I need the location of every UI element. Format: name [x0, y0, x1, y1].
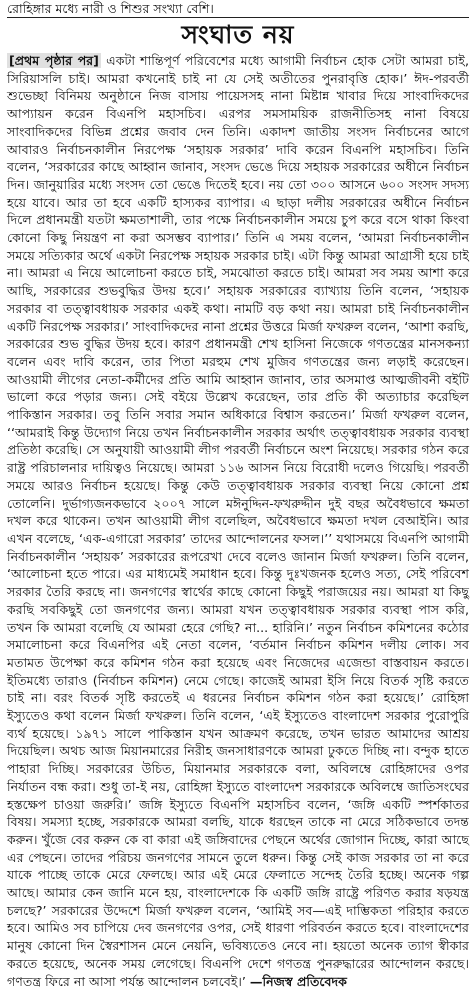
headline: সংঘাত নয় [181, 20, 295, 49]
continuation-tag: [প্রথম পৃষ্ঠার পর] [9, 53, 99, 68]
byline: —নিজস্ব প্রতিবেদক [249, 973, 347, 989]
article-text: একটা শান্তিপূর্ণ পরিবেশের মধ্যে আগামী নির্বাচন হোক সেটা আমরা চাই, সিরিয়াসলি চাই। আমরা কখনোই চাই না যে সেই অতীতের পুনরাবৃত্তি হোক।’ ঈদ-পরবর্তী শুভেচ্ছা বিনিময় অনুষ্ঠানে নিজ বাসায় পায়েসসহ নানা মিষ্টান্ন খাবার দিয়ে সাংবাদিকদের আপ্যায়ন করেন বিএনপি মহাসচিব। এরপর সমসাময়িক রাজনীতিসহ নানা বিষয়ে সাংবাদিকদের বিভিন্ন প্রশ্নের জবাব দেন তিনি। একাদশ জাতীয় সংসদ নির্বাচনের আগে আবারও নির্বাচনকালীন নিরপেক্ষ ‘সহায়ক সরকার’ দাবি করেন বিএনপি মহাসচিব। তিনি বলেন, ‘সরকারের কাছে আহ্বান জানাব, সংসদ ভেঙে দিয়ে সহায়ক সরকারের অধীনে নির্বাচন দিন। জানুয়ারির মধ্যে সংসদ তো ভেঙে দিতেই হবে। নয় তো ৩০০ আসনে ৬০০ সংসদ সদস্য হয়ে যাবে। আর তা হবে একটি হাস্যকর ব্যাপার। এ ছাড়া দলীয় সরকারের অধীনে নির্বাচন দিলে প্রধানমন্ত্রী যতটা ক্ষমতাশালী, তার পক্ষে নির্বাচনকালীন সময়ে চুপ করে বসে থাকা কিংবা কোনো কিছু নিয়ন্ত্রণ না করা অসম্ভব ব্যাপার।’ তিনি এ সময় বলেন, ‘আমরা নির্বাচনকালীন সময়ে সত্যিকার অর্থে একটা নিরপেক্ষ সহায়ক সরকার চাই। এটা কিন্তু আমরা আগ্রাসী হয়ে চাই না। আমরা এ নিয়ে আলোচনা করতে চাই, সমঝোতা করতে চাই। আমরা সব সময় আশা করে আছি, সরকারের শুভবুদ্ধির উদয় হবে।’ সহায়ক সরকারের ব্যাখ্যায় তিনি বলেন, ‘সহায়ক সরকার বা তত্ত্বাবধায়ক সরকার একই কথা। নামটি বড় কথা নয়। আমরা চাই নির্বাচনকালীন একটি নিরপেক্ষ সরকার।’ সাংবাদিকদের নানা প্রশ্নের উত্তরে মির্জা ফখরুল বলেন, ‘আশা করছি, সরকারের শুভ বুদ্ধির উদয় হবে। কারণ প্রধানমন্ত্রী শেখ হাসিনা নিজেকে গণতন্ত্রের মানসকন্যা বলেন এবং দাবি করেন, তার পিতা মরহুম শেখ মুজিব গণতন্ত্রের জন্য লড়াই করেছেন। আওয়ামী লীগের নেতা-কর্মীদের প্রতি আমি আহ্বান জানাব, তার অসমাপ্ত আত্মজীবনী বইটি ভালো করে পড়ার জন্য। সেই বইয়ে উল্লেখ করেছেন, তার প্রতি কী অত্যাচার করেছিল পাকিস্তান সরকার। তবু তিনি সবার সমান অধিকারে বিশ্বাস করতেন।’ মির্জা ফখরুল বলেন, ‘‘আমরাই কিন্তু উদ্যোগ নিয়ে তখন নির্বাচনকালীন সরকার অর্থাৎ তত্ত্বাবধায়ক সরকার ব্যবস্থা প্রতিষ্ঠা করেছি। সে অনুযায়ী আওয়ামী লীগ পরবর্তী নির্বাচনে অংশ নিয়েছে। সরকার গঠন করে রাষ্ট্র পরিচালনার দায়িত্বও নিয়েছে। আমরা ১১৬ আসন নিয়ে বিরোধী দলেও গিয়েছি। পরবর্তী সময়ে আরও নির্বাচন হয়েছে। কিন্তু কেউ তত্ত্বাবধায়ক সরকার ব্যবস্থা নিয়ে কোনো প্রশ্ন তোলেনি। দুর্ভাগ্যজনকভাবে ২০০৭ সালে মঈনুদ্দিন-ফখরুদ্দীন দুই বছর অবৈধভাবে ক্ষমতা দখল করে থাকেন। তখন আওয়ামী লীগ বলেছিল, অবৈধভাবে ক্ষমতা দখল বেআইনি। আর এখন বলেছে, ‘এক-এগারো সরকার’ তাদের আন্দোলনের ফসল।’’ যথাসময়ে বিএনপি আগামী নির্বাচনকালীন ‘সহায়ক’ সরকারের রূপরেখা দেবে বলেও জানান মির্জা ফখরুল। তিনি বলেন, ‘আলোচনা হতে পারে। এর মাধ্যমেই সমাধান হবে। কিন্তু দুঃখজনক হলেও সত্য, সেই পরিবেশ সরকার তৈরি করছে না। জনগণের স্বার্থের কাছে কোনো কিছুই পরাজয়ের নয়। আমরা যা কিছু করছি সবকিছুই তো জনগণের জন্য। আমরা যখন তত্ত্বাবধায়ক সরকার ব্যবস্থা পাস করি, তখন কি আমরা বলেছি যে আমরা হেরে গেছি? না... হারিনি।’ নতুন নির্বাচন কমিশনের কঠোর সমালোচনা করে বিএনপির এই নেতা বলেন, ‘বর্তমান নির্বাচন কমিশন দলীয় লোক। সব মতামত উপেক্ষা করে কমিশন গঠন করা হয়েছে এবং নিজেদের এজেন্ডা বাস্তবায়ন করতে। ইতিমধ্যে তারাও (নির্বাচন কমিশন) নেমে গেছে। কাজেই আমরা ইসি নিয়ে বিতর্ক সৃষ্টি করতে চাই না। বরং বিতর্ক সৃষ্টি করতেই এ ধরনের নির্বাচন কমিশন গঠন করা হয়েছে।’ রোহিঙ্গা ইস্যুতেও কথা বলেন মির্জা ফখরুল। তিনি বলেন, ‘এই ইস্যুতেও বাংলাদেশ সরকার পুরোপুরি ব্যর্থ হয়েছে। ১৯৭১ সালে পাকিস্তান যখন আক্রমণ করেছে, তখন ভারত আমাদের আশ্রয় দিয়েছিল। অথচ আজ মিয়ানমারের নিরীহ জনসাধারণকে আমরা ঢুকতে দিচ্ছি না। বন্দুক হাতে পাহারা দিচ্ছি। সরকারের উচিত, মিয়ানমার সরকারকে বলা, অবিলম্বে রোহিঙ্গাদের ওপর নির্যাতন বন্ধ করা। শুধু তা-ই নয়, রোহিঙ্গা ইস্যুতে বাংলাদেশ সরকারকে অবিলম্বে জাতিসংঘের হস্তক্ষেপ চাওয়া জরুরি।’ জঙ্গি ইস্যুতে বিএনপি মহাসচিব বলেন, ‘জঙ্গি একটি স্পর্শকাতর বিষয়। সমস্যা হচ্ছে, সরকারকে আমরা বলছি, যাকে ধরছেন তাকে না মেরে সঠিকভাবে তদন্ত করুন। খুঁজে বের করুন কে বা কারা এই জঙ্গিবাদের পেছনে অর্থের জোগান দিচ্ছে, কারা আছে এর পেছনে। তাদের পরিচয় জনগণের সামনে তুলে ধরুন। কিন্তু সেই কাজ সরকার তা না করে যাকে পাচ্ছে তাকে মেরে ফেলছে। আর এই মেরে ফেলাতে সন্দেহ তৈরি হচ্ছে। অনেক গল্প আছে। আমার কেন জানি মনে হয়, বাংলাদেশকে কি একটি জঙ্গি রাষ্ট্রে পরিণত করার ষড়যন্ত্র চলছে?’ সরকারের উদ্দেশে মির্জা ফখরুল বলেন, ‘আমিই সব—এই দাম্ভিকতা পরিহার করতে হবে। আমিও সব চাপিয়ে দেব জনগণের ওপর, সেই ধারণা পরিবর্তন করতে হবে। বাংলাদেশের মানুষ কোনো দিন স্বৈরশাসন মেনে নেয়নি, ভবিষ্যতেও নেবে না। হয়তো অনেক ত্যাগ স্বীকার করতে হয়েছে, অনেক সময় লেগেছে। বিএনপি দেশে গণতন্ত্র পুনরুদ্ধারের আন্দোলন করছে। গণতন্ত্র ফিরে না আসা পর্যন্ত আন্দোলন চলবেই।’ [7, 53, 469, 989]
article-body [7, 52, 469, 989]
previous-article-tail: রোহিঙ্গার মধ্যে নারী ও শিশুর সংখ্যা বেশি। [7, 0, 469, 18]
